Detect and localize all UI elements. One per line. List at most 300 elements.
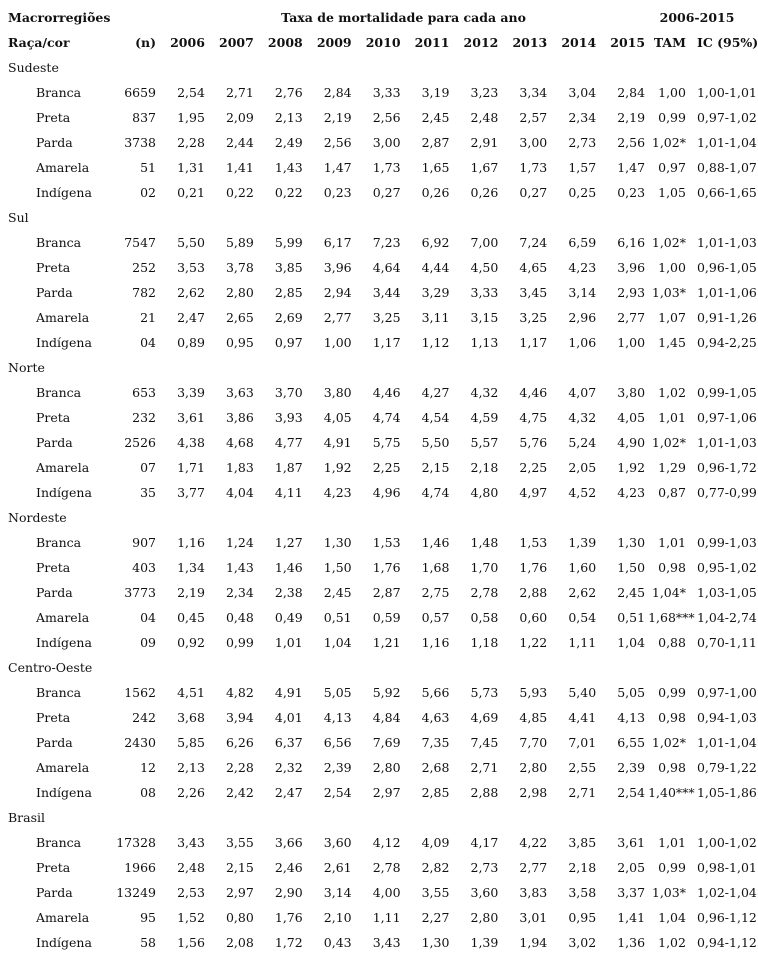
rate-value: 3,93: [274, 410, 303, 425]
ic-value: 1,01-1,03: [696, 435, 757, 450]
rate-value: 1,67: [470, 160, 499, 175]
table-row: [0, 305, 746, 330]
region-row: [0, 205, 746, 230]
rate-value: 1,72: [274, 935, 303, 950]
n-value: 21: [140, 310, 156, 325]
n-value: 252: [132, 260, 156, 275]
rate-value: 2,56: [372, 110, 401, 125]
ic-value: 0,94-1,03: [696, 710, 757, 725]
rate-value: 1,34: [177, 560, 205, 575]
ic-value: 0,96-1,72: [696, 460, 757, 475]
rate-value: 4,52: [568, 485, 597, 500]
rate-value: 4,54: [421, 410, 450, 425]
table-row: [0, 380, 746, 405]
rate-value: 0,22: [225, 185, 254, 200]
rate-value: 4,32: [568, 410, 597, 425]
rate-value: 2,85: [421, 785, 450, 800]
rate-value: 3,14: [568, 285, 597, 300]
rate-value: 3,85: [274, 260, 303, 275]
region-name: Sudeste: [8, 60, 59, 75]
rate-value: 3,61: [617, 835, 646, 850]
n-value: 07: [140, 460, 156, 475]
race-label: Indígena: [36, 935, 92, 950]
rate-value: 1,04: [617, 635, 646, 650]
race-label: Branca: [36, 685, 82, 700]
rate-value: 3,25: [519, 310, 548, 325]
tam-value: 1,01: [658, 410, 686, 425]
rate-value: 6,16: [617, 235, 646, 250]
header-ic: IC (95%): [696, 35, 758, 50]
header-year: 2013: [512, 35, 548, 50]
rate-value: 1,11: [568, 635, 597, 650]
rate-value: 2,65: [225, 310, 254, 325]
rate-value: 1,12: [421, 335, 450, 350]
rate-value: 2,71: [568, 785, 597, 800]
rate-value: 4,44: [421, 260, 450, 275]
rate-value: 4,22: [519, 835, 548, 850]
rate-value: 2,27: [421, 910, 450, 925]
rate-value: 5,89: [225, 235, 254, 250]
rate-value: 7,24: [519, 235, 548, 250]
rate-value: 4,38: [177, 435, 205, 450]
rate-value: 2,93: [617, 285, 646, 300]
n-value: 242: [132, 710, 156, 725]
rate-value: 3,96: [617, 260, 646, 275]
rate-value: 4,05: [617, 410, 646, 425]
race-label: Branca: [36, 535, 82, 550]
rate-value: 0,27: [372, 185, 401, 200]
table-row: [0, 255, 746, 280]
rate-value: 1,22: [519, 635, 548, 650]
header-group-title: Taxa de mortalidade para cada ano: [281, 10, 526, 25]
rate-value: 5,50: [421, 435, 450, 450]
ic-value: 0,99-1,03: [696, 535, 757, 550]
rate-value: 2,05: [568, 460, 597, 475]
tam-value: 1,07: [658, 310, 686, 325]
rate-value: 3,94: [225, 710, 254, 725]
n-value: 3738: [124, 135, 156, 150]
rate-value: 5,50: [177, 235, 205, 250]
rate-value: 2,38: [274, 585, 303, 600]
region-name: Norte: [8, 360, 45, 375]
rate-value: 0,97: [274, 335, 303, 350]
region-row: [0, 805, 746, 830]
rate-value: 3,01: [519, 910, 548, 925]
ic-value: 0,97-1,02: [696, 110, 757, 125]
rate-value: 3,04: [568, 85, 597, 100]
rate-value: 4,77: [274, 435, 303, 450]
rate-value: 0,26: [421, 185, 450, 200]
table-row: [0, 430, 746, 455]
table-row: [0, 155, 746, 180]
rate-value: 3,33: [470, 285, 499, 300]
rate-value: 3,83: [519, 885, 548, 900]
ic-value: 0,70-1,11: [696, 635, 757, 650]
rate-value: 2,78: [470, 585, 499, 600]
rate-value: 2,85: [274, 285, 303, 300]
n-value: 837: [132, 110, 156, 125]
table-row: [0, 105, 746, 130]
tam-value: 0,99: [658, 685, 686, 700]
rate-value: 2,34: [225, 585, 254, 600]
rate-value: 5,57: [470, 435, 499, 450]
rate-value: 2,13: [177, 760, 205, 775]
rate-value: 4,97: [519, 485, 548, 500]
rate-value: 2,48: [177, 860, 205, 875]
rate-value: 1,92: [323, 460, 352, 475]
rate-value: 1,16: [177, 535, 205, 550]
rate-value: 3,43: [177, 835, 205, 850]
table-row: [0, 930, 746, 955]
rate-value: 7,45: [470, 735, 499, 750]
rate-value: 3,43: [372, 935, 401, 950]
rate-value: 4,07: [568, 385, 597, 400]
rate-value: 3,34: [519, 85, 548, 100]
tam-value: 0,98: [658, 560, 686, 575]
header-row-top: [0, 5, 746, 30]
ic-value: 1,01-1,03: [696, 235, 757, 250]
rate-value: 3,66: [274, 835, 303, 850]
rate-value: 2,08: [225, 935, 254, 950]
rate-value: 2,97: [372, 785, 401, 800]
rate-value: 2,54: [617, 785, 646, 800]
rate-value: 6,59: [568, 235, 597, 250]
rate-value: 4,23: [568, 260, 597, 275]
rate-value: 1,71: [177, 460, 205, 475]
n-value: 7547: [124, 235, 156, 250]
rate-value: 2,69: [274, 310, 303, 325]
header-race: Raça/cor: [8, 35, 70, 50]
rate-value: 2,87: [421, 135, 450, 150]
rate-value: 3,29: [421, 285, 450, 300]
rate-value: 3,37: [617, 885, 646, 900]
rate-value: 3,25: [372, 310, 401, 325]
n-value: 1966: [124, 860, 156, 875]
rate-value: 1,30: [617, 535, 646, 550]
rate-value: 4,00: [372, 885, 401, 900]
rate-value: 3,70: [274, 385, 303, 400]
tam-value: 1,02*: [651, 235, 686, 250]
rate-value: 2,05: [617, 860, 646, 875]
n-value: 09: [140, 635, 156, 650]
rate-value: 4,23: [323, 485, 352, 500]
rate-value: 1,46: [421, 535, 450, 550]
rate-value: 3,58: [568, 885, 597, 900]
header-year: 2015: [610, 35, 646, 50]
rate-value: 2,68: [421, 760, 450, 775]
rate-value: 2,28: [225, 760, 254, 775]
rate-value: 2,80: [372, 760, 401, 775]
n-value: 6659: [124, 85, 156, 100]
rate-value: 2,18: [568, 860, 597, 875]
n-value: 04: [140, 335, 156, 350]
rate-value: 6,55: [617, 735, 646, 750]
rate-value: 2,88: [519, 585, 548, 600]
rate-value: 1,76: [519, 560, 548, 575]
n-value: 12: [140, 760, 156, 775]
rate-value: 4,75: [519, 410, 548, 425]
rate-value: 7,00: [470, 235, 499, 250]
tam-value: 1,02*: [651, 435, 686, 450]
rate-value: 3,02: [568, 935, 597, 950]
rate-value: 2,39: [323, 760, 352, 775]
rate-value: 3,00: [372, 135, 401, 150]
rate-value: 1,68: [421, 560, 450, 575]
rate-value: 2,90: [274, 885, 303, 900]
tam-value: 1,00: [658, 85, 686, 100]
tam-value: 1,04: [658, 910, 686, 925]
n-value: 1562: [124, 685, 156, 700]
rate-value: 2,45: [323, 585, 352, 600]
region-name: Brasil: [8, 810, 46, 825]
ic-value: 0,97-1,06: [696, 410, 757, 425]
rate-value: 2,62: [177, 285, 205, 300]
rate-value: 4,46: [372, 385, 401, 400]
n-value: 08: [140, 785, 156, 800]
rate-value: 5,40: [568, 685, 597, 700]
rate-value: 4,96: [372, 485, 401, 500]
race-label: Parda: [36, 735, 73, 750]
rate-value: 2,39: [617, 760, 646, 775]
rate-value: 2,47: [177, 310, 205, 325]
table-row: [0, 480, 746, 505]
rate-value: 4,85: [519, 710, 548, 725]
rate-value: 1,21: [372, 635, 401, 650]
rate-value: 7,01: [568, 735, 597, 750]
rate-value: 1,30: [323, 535, 352, 550]
rate-value: 2,97: [225, 885, 254, 900]
rate-value: 2,91: [470, 135, 499, 150]
rate-value: 0,89: [177, 335, 205, 350]
rate-value: 0,99: [225, 635, 254, 650]
rate-value: 4,41: [568, 710, 597, 725]
header-year: 2012: [463, 35, 499, 50]
rate-value: 1,27: [274, 535, 303, 550]
rate-value: 1,30: [421, 935, 450, 950]
race-label: Indígena: [36, 635, 92, 650]
rate-value: 1,70: [470, 560, 499, 575]
rate-value: 6,56: [323, 735, 352, 750]
race-label: Amarela: [36, 310, 90, 325]
rate-value: 3,19: [421, 85, 450, 100]
rate-value: 1,50: [323, 560, 352, 575]
ic-value: 0,77-0,99: [696, 485, 757, 500]
rate-value: 4,46: [519, 385, 548, 400]
table-row: [0, 555, 746, 580]
table-row: [0, 905, 746, 930]
rate-value: 2,15: [421, 460, 450, 475]
rate-value: 4,12: [372, 835, 401, 850]
table-body: [0, 55, 757, 955]
race-label: Preta: [36, 110, 71, 125]
rate-value: 1,04: [323, 635, 352, 650]
table-row: [0, 130, 746, 155]
rate-value: 2,54: [323, 785, 352, 800]
rate-value: 3,80: [323, 385, 352, 400]
rate-value: 3,96: [323, 260, 352, 275]
rate-value: 4,59: [470, 410, 499, 425]
rate-value: 1,16: [421, 635, 450, 650]
tam-value: 1,01: [658, 835, 686, 850]
n-value: 907: [132, 535, 156, 550]
rate-value: 2,98: [519, 785, 548, 800]
rate-value: 1,57: [568, 160, 597, 175]
rate-value: 2,88: [470, 785, 499, 800]
race-label: Indígena: [36, 785, 92, 800]
rate-value: 3,78: [225, 260, 254, 275]
n-value: 232: [132, 410, 156, 425]
rate-value: 2,71: [470, 760, 499, 775]
tam-value: 1,04*: [651, 585, 686, 600]
rate-value: 2,25: [519, 460, 548, 475]
rate-value: 1,13: [470, 335, 499, 350]
header-macroregions: Macrorregiões: [8, 10, 111, 25]
rate-value: 0,23: [323, 185, 352, 200]
race-label: Indígena: [36, 185, 92, 200]
rate-value: 1,46: [274, 560, 303, 575]
rate-value: 1,39: [568, 535, 597, 550]
n-value: 3773: [124, 585, 156, 600]
tam-value: 1,29: [658, 460, 686, 475]
rate-value: 2,73: [470, 860, 499, 875]
rate-value: 2,42: [225, 785, 254, 800]
ic-value: 1,04-2,74: [696, 610, 757, 625]
race-label: Parda: [36, 135, 73, 150]
n-value: 95: [140, 910, 156, 925]
rate-value: 2,75: [421, 585, 450, 600]
tam-value: 1,01: [658, 535, 686, 550]
rate-value: 1,41: [225, 160, 254, 175]
tam-value: 1,68***: [648, 610, 695, 625]
rate-value: 0,51: [323, 610, 352, 625]
race-label: Preta: [36, 560, 71, 575]
rate-value: 1,01: [274, 635, 303, 650]
rate-value: 4,51: [177, 685, 205, 700]
rate-value: 4,63: [421, 710, 450, 725]
rate-value: 4,84: [372, 710, 401, 725]
rate-value: 0,21: [177, 185, 205, 200]
rate-value: 4,74: [421, 485, 450, 500]
header-year: 2009: [316, 35, 352, 50]
rate-value: 2,19: [323, 110, 352, 125]
mortality-table: [0, 5, 758, 955]
n-value: 04: [140, 610, 156, 625]
race-label: Amarela: [36, 460, 90, 475]
race-label: Preta: [36, 260, 71, 275]
rate-value: 0,43: [323, 935, 352, 950]
tam-value: 0,99: [658, 110, 686, 125]
race-label: Branca: [36, 385, 82, 400]
rate-value: 0,26: [470, 185, 499, 200]
rate-value: 4,91: [274, 685, 303, 700]
rate-value: 3,77: [177, 485, 205, 500]
rate-value: 3,60: [323, 835, 352, 850]
rate-value: 0,54: [568, 610, 597, 625]
table-row: [0, 405, 746, 430]
rate-value: 1,31: [177, 160, 205, 175]
race-label: Branca: [36, 85, 82, 100]
ic-value: 1,03-1,05: [696, 585, 757, 600]
rate-value: 2,96: [568, 310, 597, 325]
rate-value: 4,13: [323, 710, 352, 725]
rate-value: 1,60: [568, 560, 597, 575]
rate-value: 1,47: [323, 160, 352, 175]
rate-value: 7,23: [372, 235, 401, 250]
rate-value: 3,55: [225, 835, 254, 850]
rate-value: 0,80: [225, 910, 254, 925]
rate-value: 4,80: [470, 485, 499, 500]
rate-value: 0,57: [421, 610, 450, 625]
rate-value: 4,09: [421, 835, 450, 850]
region-name: Centro-Oeste: [8, 660, 93, 675]
header-year: 2006: [170, 35, 205, 50]
tam-value: 0,87: [658, 485, 686, 500]
rate-value: 1,00: [323, 335, 352, 350]
header-year: 2007: [219, 35, 254, 50]
rate-value: 2,25: [372, 460, 401, 475]
rate-value: 2,19: [177, 585, 205, 600]
rate-value: 3,60: [470, 885, 499, 900]
rate-value: 3,53: [177, 260, 205, 275]
rate-value: 4,01: [274, 710, 303, 725]
table-row: [0, 780, 746, 805]
tam-value: 1,02*: [651, 735, 686, 750]
rate-value: 1,47: [617, 160, 646, 175]
rate-value: 2,84: [323, 85, 352, 100]
rate-value: 4,27: [421, 385, 450, 400]
tam-value: 1,02: [658, 385, 686, 400]
rate-value: 1,73: [372, 160, 401, 175]
table-row: [0, 855, 746, 880]
rate-value: 3,85: [568, 835, 597, 850]
race-label: Parda: [36, 285, 73, 300]
ic-value: 1,00-1,01: [696, 85, 757, 100]
rate-value: 3,44: [372, 285, 401, 300]
rate-value: 2,15: [225, 860, 254, 875]
rate-value: 3,80: [617, 385, 646, 400]
n-value: 17328: [116, 835, 156, 850]
tam-value: 0,99: [658, 860, 686, 875]
rate-value: 2,71: [225, 85, 254, 100]
rate-value: 1,18: [470, 635, 499, 650]
rate-value: 1,36: [617, 935, 646, 950]
rate-value: 3,00: [519, 135, 548, 150]
tam-value: 0,98: [658, 760, 686, 775]
rate-value: 1,76: [372, 560, 401, 575]
rate-value: 2,73: [568, 135, 597, 150]
rate-value: 1,00: [617, 335, 646, 350]
rate-value: 0,51: [617, 610, 646, 625]
region-row: [0, 55, 746, 80]
rate-value: 4,65: [519, 260, 548, 275]
ic-value: 1,02-1,04: [696, 885, 757, 900]
table-row: [0, 880, 746, 905]
rate-value: 0,60: [519, 610, 548, 625]
table-row: [0, 230, 746, 255]
tam-value: 1,03*: [651, 885, 686, 900]
rate-value: 2,94: [323, 285, 352, 300]
region-row: [0, 355, 746, 380]
rate-value: 2,57: [519, 110, 548, 125]
race-label: Amarela: [36, 910, 90, 925]
rate-value: 1,39: [470, 935, 499, 950]
tam-value: 1,40***: [648, 785, 695, 800]
race-label: Parda: [36, 585, 73, 600]
table-row: [0, 80, 746, 105]
rate-value: 2,54: [177, 85, 205, 100]
n-value: 2526: [124, 435, 156, 450]
n-value: 02: [140, 185, 156, 200]
